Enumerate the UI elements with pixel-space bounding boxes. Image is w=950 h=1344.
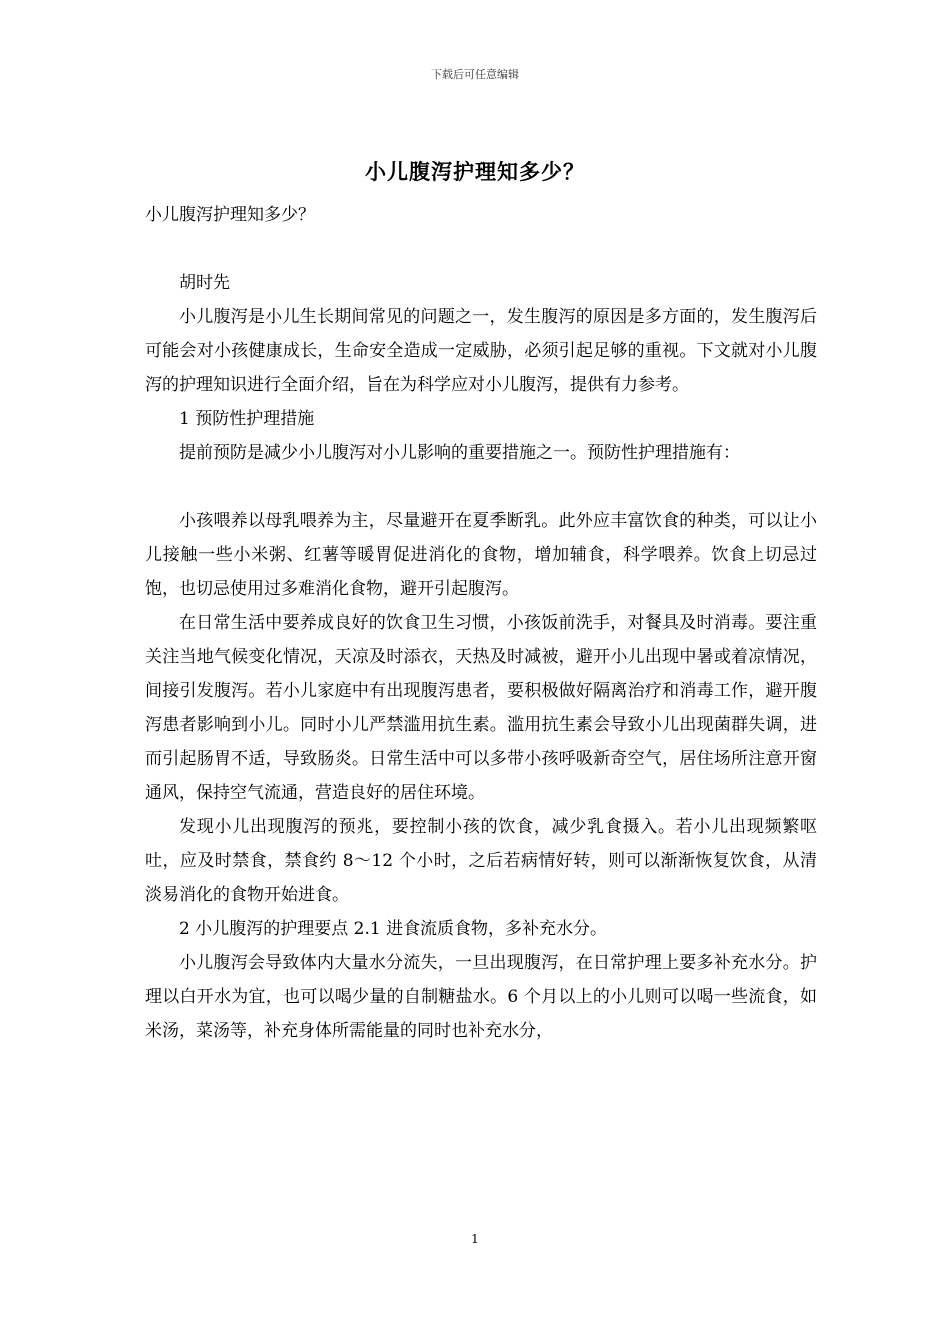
paragraph-prevention-lead: 提前预防是减少小儿腹泻对小儿影响的重要措施之一。预防性护理措施有： bbox=[179, 443, 740, 463]
page-number: 1 bbox=[471, 1232, 479, 1246]
header-note: 下载后可任意编辑 bbox=[431, 68, 519, 81]
paragraph-hydration: 小儿腹泻会导致体内大量水分流失，一旦出现腹泻，在日常护理上要多补充水分。护理以白开水为宜，也可以喝少量的自制糖盐水。6 个月以上的小儿则可以喝一些流食，如米汤，菜汤等，补充身体所需能量的同时也补充水分， bbox=[145, 953, 817, 1041]
subtitle: 小儿腹泻护理知多少？ bbox=[145, 205, 315, 225]
paragraph-intro: 小儿腹泻是小儿生长期间常见的问题之一，发生腹泻的原因是多方面的，发生腹泻后可能会对小孩健康成长，生命安全造成一定威胁，必须引起足够的重视。下文就对小儿腹泻的护理知识进行全面介绍，旨在为科学应对小儿腹泻，提供有力参考。 bbox=[145, 307, 817, 395]
paragraph-feeding: 小孩喂养以母乳喂养为主，尽量避开在夏季断乳。此外应丰富饮食的种类，可以让小儿接触一些小米粥、红薯等暖胃促进消化的食物，增加辅食，科学喂养。饮食上切忌过饱，也切忌使用过多难消化食物，避开引起腹泻。 bbox=[145, 511, 817, 599]
document-title: 小儿腹泻护理知多少？ bbox=[365, 159, 585, 184]
blank-line bbox=[145, 470, 817, 504]
blank-line bbox=[145, 232, 817, 266]
section-heading-2: 2 小儿腹泻的护理要点 2.1 进食流质食物，多补充水分。 bbox=[179, 919, 608, 939]
author: 胡时先 bbox=[179, 273, 230, 293]
document-body bbox=[145, 198, 817, 1048]
section-heading-1: 1 预防性护理措施 bbox=[179, 409, 315, 429]
paragraph-diet-control: 发现小儿出现腹泻的预兆，要控制小孩的饮食，减少乳食摄入。若小儿出现频繁呕吐，应及时禁食，禁食约 8～12 个小时，之后若病情好转，则可以渐渐恢复饮食，从清淡易消化的食物开始进食。 bbox=[145, 817, 817, 905]
paragraph-hygiene: 在日常生活中要养成良好的饮食卫生习惯，小孩饭前洗手，对餐具及时消毒。要注重关注当地气候变化情况，天凉及时添衣，天热及时减被，避开小儿出现中暑或着凉情况，间接引发腹泻。若小儿家庭中有出现腹泻患者，要积极做好隔离治疗和消毒工作，避开腹泻患者影响到小儿。同时小儿严禁滥用抗生素。滥用抗生素会导致小儿出现菌群失调，进而引起肠胃不适，导致肠炎。日常生活中可以多带小孩呼吸新奇空气，居住场所注意开窗通风，保持空气流通，营造良好的居住环境。 bbox=[145, 613, 817, 803]
